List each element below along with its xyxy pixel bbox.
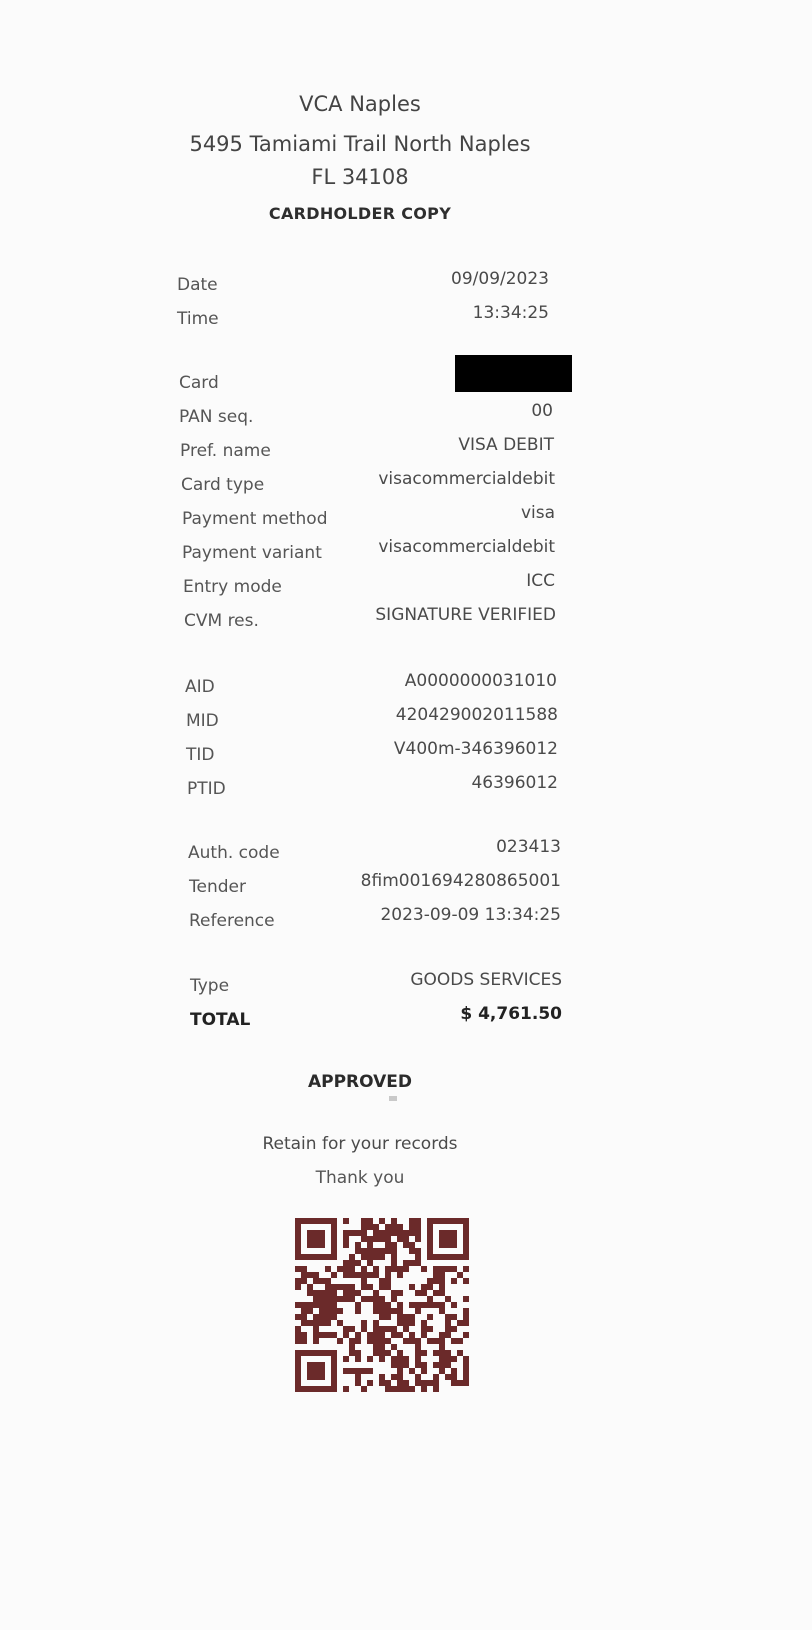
tender-row [189,871,561,903]
tender-label: Tender [189,877,246,897]
card-label: Card [179,373,219,393]
payment-method-label: Payment method [182,509,328,529]
card-number-redaction [455,355,572,392]
pan-seq-label: PAN seq. [179,407,254,427]
payment-method-value: visa [520,503,555,523]
reference-row [189,905,561,937]
pref-name-label: Pref. name [180,441,271,461]
pref-name-row [180,435,554,467]
card-type-value: visacommercialdebit [378,469,555,489]
pan-seq-value: 00 [531,401,553,421]
total-value: $ 4,761.50 [460,1004,562,1024]
retain-note: Retain for your records [262,1134,458,1154]
type-row [190,970,562,1002]
entry-mode-value: ICC [526,571,555,591]
payment-method-row [182,503,555,535]
mid-label: MID [186,711,219,731]
card-type-row [181,469,555,501]
time-value: 13:34:25 [472,303,549,323]
ptid-value: 46396012 [471,773,558,793]
reference-label: Reference [189,911,275,931]
approved-status: APPROVED [307,1072,413,1092]
mid-row [186,705,558,737]
entry-mode-label: Entry mode [183,577,282,597]
date-value: 09/09/2023 [451,269,549,289]
ptid-label: PTID [187,779,226,799]
cvm-res-label: CVM res. [184,611,259,631]
aid-value: A0000000031010 [404,671,557,691]
cvm-res-row [184,605,556,637]
type-value: GOODS SERVICES [410,970,562,990]
tid-row [186,739,558,771]
tid-label: TID [186,745,215,765]
mid-value: 420429002011588 [395,705,558,725]
date-row [177,269,549,301]
time-label: Time [177,309,219,329]
tender-value: 8fim001694280865001 [360,871,561,891]
payment-variant-label: Payment variant [182,543,322,563]
total-label: TOTAL [190,1010,251,1030]
qr-code [295,1218,469,1392]
auth-code-label: Auth. code [188,843,280,863]
address-line-2: FL 34108 [311,165,409,189]
aid-row [185,671,557,703]
time-row [177,303,549,335]
aid-label: AID [185,677,215,697]
store-name: VCA Naples [299,92,421,116]
auth-code-value: 023413 [496,837,561,857]
entry-mode-row [183,571,555,603]
reference-value: 2023-09-09 13:34:25 [380,905,561,925]
auth-code-row [188,837,561,869]
card-type-label: Card type [181,475,265,495]
total-row [190,1004,562,1036]
print-speck [389,1096,397,1101]
cvm-res-value: SIGNATURE VERIFIED [375,605,556,625]
date-label: Date [177,275,218,295]
address-line-1: 5495 Tamiami Trail North Naples [189,132,531,156]
tid-value: V400m-346396012 [393,739,558,759]
payment-variant-value: visacommercialdebit [378,537,555,557]
ptid-row [187,773,558,805]
type-label: Type [190,976,230,996]
thank-you-note: Thank you [315,1168,405,1188]
payment-variant-row [182,537,555,569]
cardholder-copy-label: CARDHOLDER COPY [268,204,452,223]
pref-name-value: VISA DEBIT [458,435,554,455]
pan-seq-row [179,401,553,433]
